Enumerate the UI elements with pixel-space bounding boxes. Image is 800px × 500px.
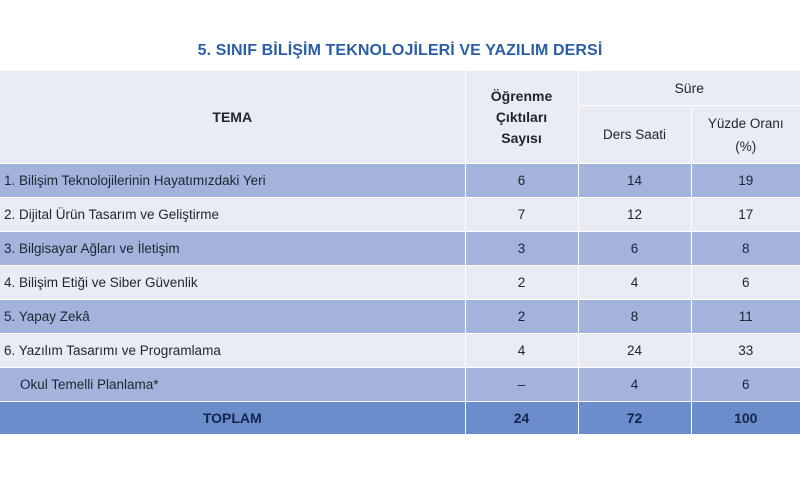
row-tema: 4. Bilişim Etiği ve Siber Güvenlik bbox=[0, 266, 465, 300]
row-yuzde: 6 bbox=[691, 368, 800, 402]
table-header bbox=[0, 71, 800, 164]
row-yuzde: 19 bbox=[691, 164, 800, 198]
table-row bbox=[0, 266, 800, 300]
table-body bbox=[0, 164, 800, 435]
header-yuzde-line1: Yüzde Oranı bbox=[707, 115, 784, 131]
row-tema: 2. Dijital Ürün Tasarım ve Geliştirme bbox=[0, 198, 465, 232]
row-ders-saati: 4 bbox=[578, 368, 691, 402]
row-tema: Okul Temelli Planlama* bbox=[0, 368, 465, 402]
row-ders-saati: 8 bbox=[578, 300, 691, 334]
row-tema: 1. Bilişim Teknolojilerinin Hayatımızdaki Yeri bbox=[0, 164, 465, 198]
header-yuzde-line2: (%) bbox=[735, 138, 757, 154]
header-yuzde-orani bbox=[691, 106, 800, 164]
curriculum-table bbox=[0, 71, 800, 435]
row-ogrenme: 4 bbox=[465, 334, 578, 368]
row-yuzde: 33 bbox=[691, 334, 800, 368]
row-yuzde: 17 bbox=[691, 198, 800, 232]
total-yuzde: 100 bbox=[691, 402, 800, 435]
page-title: 5. SINIF BİLİŞİM TEKNOLOJİLERİ VE YAZILIM DERSİ bbox=[197, 42, 603, 59]
header-ogrenme-line1: Öğrenme bbox=[490, 87, 553, 104]
row-ogrenme: 6 bbox=[465, 164, 578, 198]
header-ogrenme-line3: Sayısı bbox=[501, 129, 542, 146]
row-ogrenme: 2 bbox=[465, 266, 578, 300]
header-ders-saati: Ders Saati bbox=[578, 106, 691, 164]
table-row bbox=[0, 368, 800, 402]
row-ders-saati: 12 bbox=[578, 198, 691, 232]
header-ogrenme-ciktilari bbox=[465, 71, 578, 164]
row-ders-saati: 6 bbox=[578, 232, 691, 266]
row-ders-saati: 4 bbox=[578, 266, 691, 300]
total-label: TOPLAM bbox=[0, 402, 465, 435]
row-ders-saati: 14 bbox=[578, 164, 691, 198]
row-ders-saati: 24 bbox=[578, 334, 691, 368]
row-ogrenme: 3 bbox=[465, 232, 578, 266]
row-ogrenme: 7 bbox=[465, 198, 578, 232]
header-tema: TEMA bbox=[0, 71, 465, 164]
row-yuzde: 6 bbox=[691, 266, 800, 300]
row-tema: 3. Bilgisayar Ağları ve İletişim bbox=[0, 232, 465, 266]
header-ogrenme-line2: Çıktıları bbox=[495, 108, 548, 125]
table-row bbox=[0, 300, 800, 334]
row-tema: 5. Yapay Zekâ bbox=[0, 300, 465, 334]
total-ders-saati: 72 bbox=[578, 402, 691, 435]
table-row bbox=[0, 164, 800, 198]
row-ogrenme: 2 bbox=[465, 300, 578, 334]
table-row bbox=[0, 334, 800, 368]
row-yuzde: 11 bbox=[691, 300, 800, 334]
row-tema: 6. Yazılım Tasarımı ve Programlama bbox=[0, 334, 465, 368]
table-row bbox=[0, 232, 800, 266]
row-ogrenme: – bbox=[465, 368, 578, 402]
header-sure: Süre bbox=[578, 71, 800, 106]
table-row bbox=[0, 198, 800, 232]
total-ogrenme: 24 bbox=[465, 402, 578, 435]
total-row bbox=[0, 402, 800, 435]
row-yuzde: 8 bbox=[691, 232, 800, 266]
